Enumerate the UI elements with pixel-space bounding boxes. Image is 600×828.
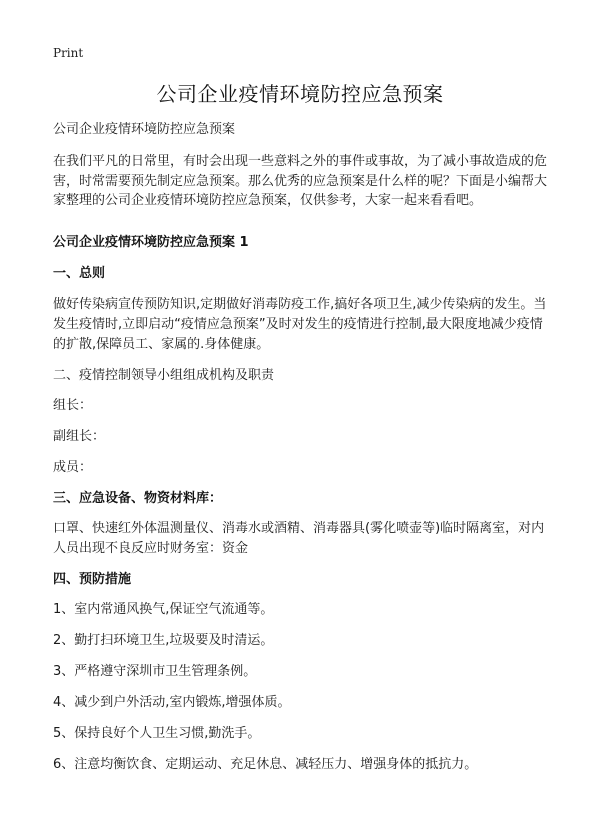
- print-label[interactable]: Print: [53, 46, 84, 60]
- list-item: 2、勤打扫环境卫生,垃圾要及时清运。: [53, 633, 274, 648]
- document-subtitle: 公司企业疫情环境防控应急预案: [53, 122, 236, 137]
- list-item: 3、严格遵守深圳市卫生管理条例。: [53, 664, 257, 679]
- materials-body: 口罩、快速红外体温测量仪、消毒水或酒精、消毒器具(雾化喷壶等)临时隔离室，对内人员出现不良反应时财务室：资金: [53, 521, 545, 556]
- prevention-heading: 四、预防措施: [53, 572, 132, 587]
- document-title: 公司企业疫情环境防控应急预案: [156, 82, 444, 106]
- materials-heading: 三、应急设备、物资材料库：: [53, 491, 223, 506]
- intro-paragraph: 在我们平凡的日常里，有时会出现一些意料之外的事件或事故，为了减小事故造成的危害，时常需要预先制定应急预案。那么优秀的应急预案是什么样的呢？下面是小编帮大家整理的公司企业疫情环境防控应急预案，仅供参考，大家一起来看看吧。: [53, 154, 548, 208]
- general-body: 做好传染病宣传预防知识,定期做好消毒防疫工作,搞好各项卫生,减少传染病的发生。当发生疫情时,立即启动“疫情应急预案”及时对发生的疫情进行控制,最大限度地减少疫情的扩散,保障员工、家属的.身体健康。: [53, 297, 547, 352]
- deputy-leader-label: 副组长：: [53, 429, 106, 444]
- leadership-heading: 二、疫情控制领导小组组成机构及职责: [53, 368, 275, 383]
- list-item: 5、保持良好个人卫生习惯,勤洗手。: [53, 726, 261, 741]
- list-item: 4、减少到户外活动,室内锻炼,增强体质。: [53, 695, 291, 710]
- members-label: 成员：: [53, 460, 93, 475]
- leader-label: 组长：: [53, 398, 93, 413]
- general-heading: 一、总则: [53, 266, 106, 281]
- list-item: 6、注意均衡饮食、定期运动、充足休息、减轻压力、增强身体的抵抗力。: [53, 757, 478, 772]
- list-item: 1、室内常通风换气,保证空气流通等。: [53, 602, 274, 617]
- section-title: 公司企业疫情环境防控应急预案 1: [53, 235, 249, 250]
